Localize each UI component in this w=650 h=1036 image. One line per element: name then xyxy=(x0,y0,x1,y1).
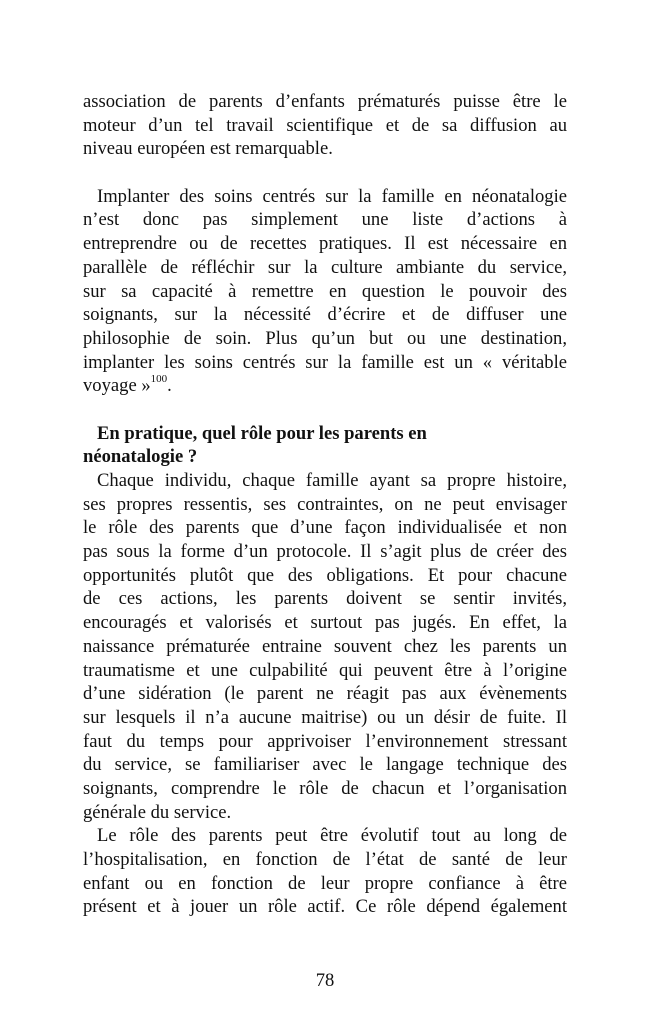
text-line: présent et à jouer un rôle actif. Ce rôle dépend également xyxy=(83,896,567,918)
text-line: enfant ou en fonction de leur propre confiance à être xyxy=(83,872,567,894)
paragraph-spacer xyxy=(83,398,567,422)
text-line: Le rôle des parents peut être évolutif tout au long de xyxy=(97,825,567,847)
text-line: encouragés et valorisés et surtout pas jugés. En effet, la xyxy=(83,612,567,634)
text-fragment: . xyxy=(167,375,172,397)
text-line: implanter les soins centrés sur la famille est un « véritable xyxy=(83,351,567,373)
text-fragment: voyage » xyxy=(83,375,151,397)
section-heading xyxy=(83,422,567,469)
text-line: soignants, sur la nécessité d’écrire et de diffuser une xyxy=(83,304,567,326)
text-line: opportunités plutôt que des obligations. Et pour chacune xyxy=(83,564,567,586)
text-line: sur lesquels il n’a aucune maitrise) ou un désir de fuite. Il xyxy=(83,706,567,728)
paragraph-1 xyxy=(83,90,567,161)
text-line: parallèle de réfléchir sur la culture ambiante du service, xyxy=(83,256,567,278)
text-line: moteur d’un tel travail scientifique et de sa diffusion au xyxy=(83,114,567,136)
text-line: niveau européen est remarquable. xyxy=(83,138,333,160)
text-line: sur sa capacité à remettre en question le pouvoir des xyxy=(83,280,567,302)
text-line xyxy=(83,374,567,398)
text-line: pas sous la forme d’un protocole. Il s’agit plus de créer des xyxy=(83,541,567,563)
text-line: d’une sidération (le parent ne réagit pas aux évènements xyxy=(83,683,567,705)
text-line: ses propres ressentis, ses contraintes, on ne peut envisager xyxy=(83,493,567,515)
text-line: du service, se familiariser avec le langage technique des xyxy=(83,754,567,776)
text-line: entreprendre ou de recettes pratiques. Il est nécessaire en xyxy=(83,233,567,255)
heading-line: En pratique, quel rôle pour les parents en xyxy=(97,422,427,444)
page-number: 78 xyxy=(315,970,335,991)
text-line: faut du temps pour apprivoiser l’environnement stressant xyxy=(83,730,567,752)
paragraph-4 xyxy=(83,824,567,919)
page-body xyxy=(83,90,567,919)
footnote-reference[interactable]: 100 xyxy=(150,373,168,386)
paragraph-spacer xyxy=(83,161,567,185)
heading-line: néonatalogie ? xyxy=(83,446,198,468)
text-line: générale du service. xyxy=(83,801,232,823)
text-line: philosophie de soin. Plus qu’un but ou une destination, xyxy=(83,327,567,349)
text-line: de ces actions, les parents doivent se sentir invités, xyxy=(83,588,567,610)
paragraph-2 xyxy=(83,185,567,398)
text-line: soignants, comprendre le rôle de chacun et l’organisation xyxy=(83,777,567,799)
text-line: traumatisme et une culpabilité qui peuvent être à l’origine xyxy=(83,659,567,681)
text-line: association de parents d’enfants prématurés puisse être le xyxy=(83,91,567,112)
text-line: Implanter des soins centrés sur la famille en néonatalogie xyxy=(97,185,567,207)
text-line: n’est donc pas simplement une liste d’actions à xyxy=(83,209,567,231)
text-line: le rôle des parents que d’une façon individualisée et non xyxy=(83,517,567,539)
text-line: naissance prématurée entraine souvent chez les parents un xyxy=(83,635,567,657)
text-line: l’hospitalisation, en fonction de l’état de santé de leur xyxy=(83,849,567,870)
paragraph-3 xyxy=(83,469,567,824)
text-line: Chaque individu, chaque famille ayant sa propre histoire, xyxy=(97,470,567,491)
